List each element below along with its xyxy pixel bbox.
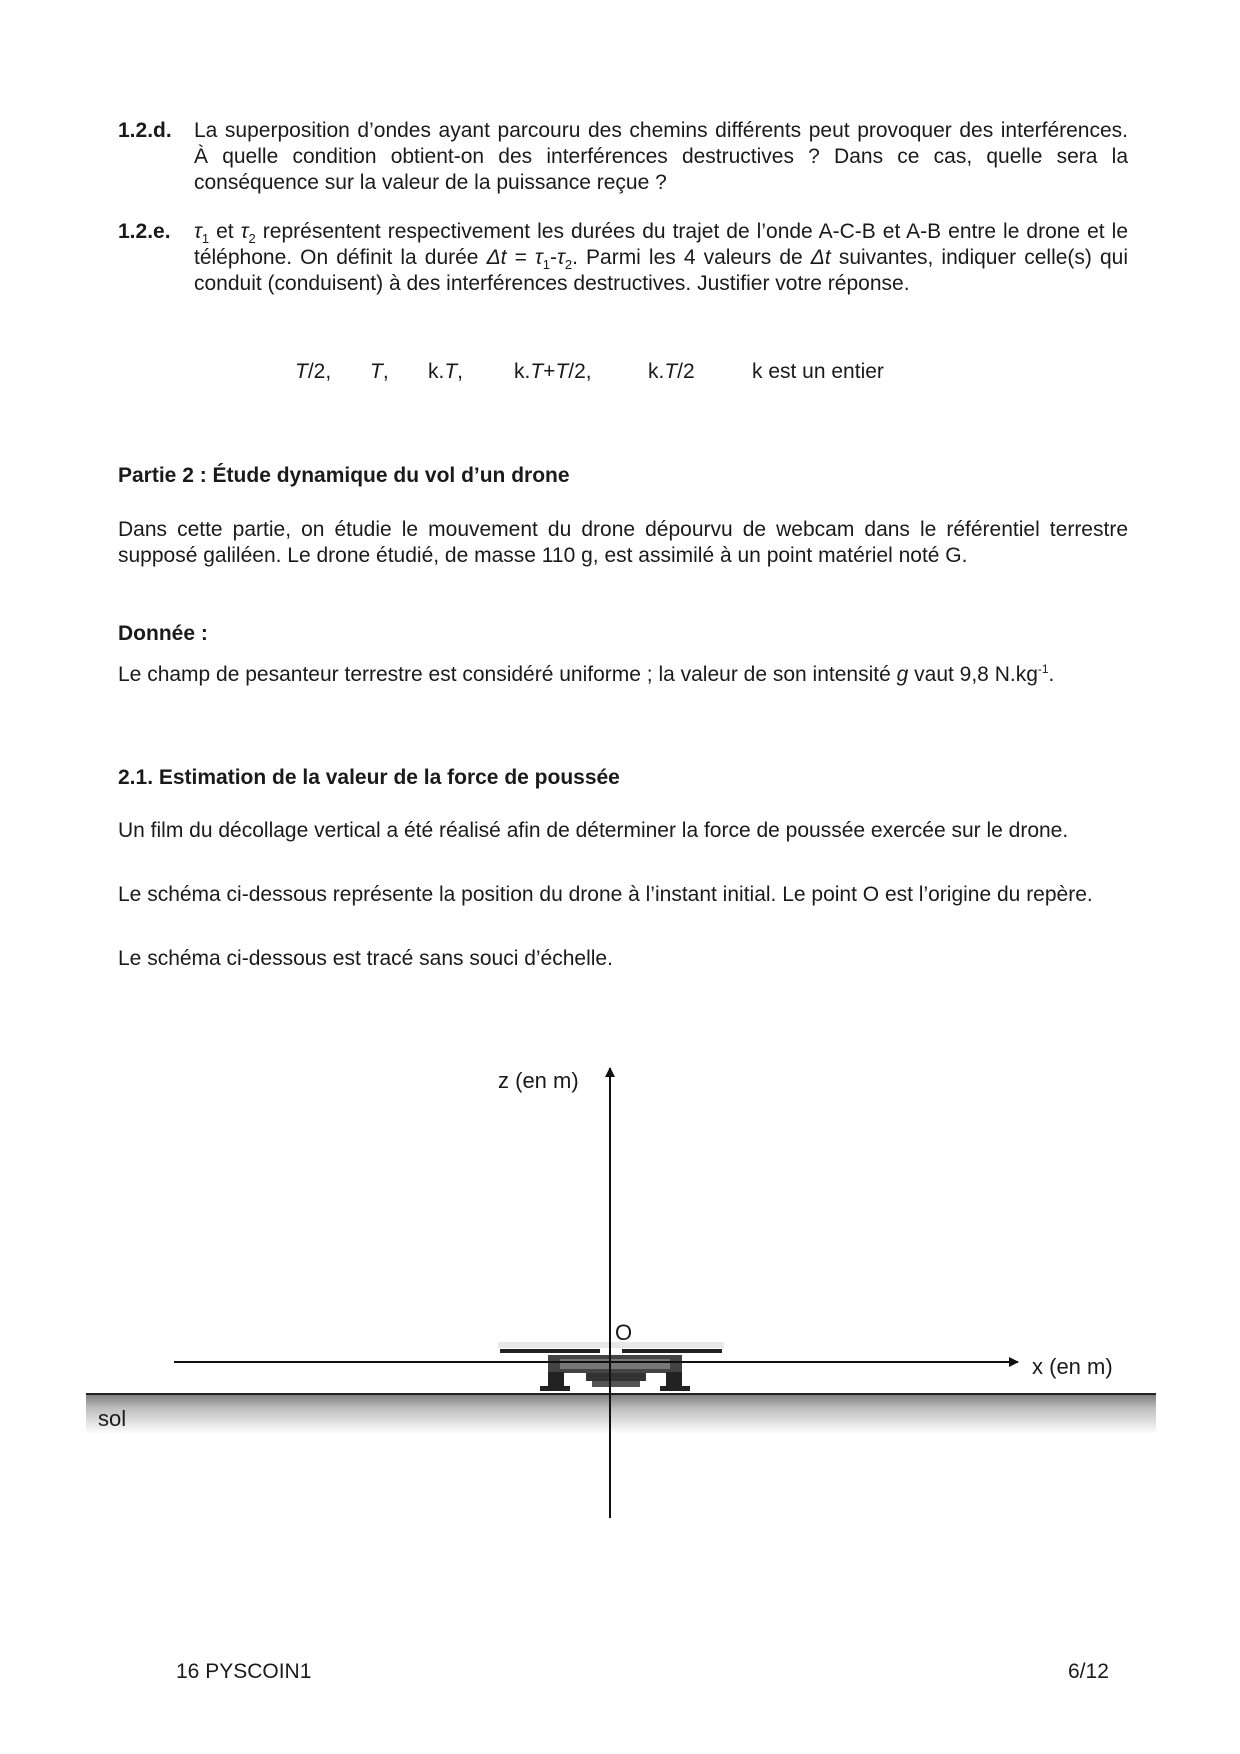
donnee-title: Donnée : xyxy=(118,622,208,645)
option-note: k est un entier xyxy=(752,360,884,383)
option-t-half: T/2, xyxy=(295,360,332,383)
ground-shading xyxy=(86,1394,1156,1434)
z-axis-label: z (en m) xyxy=(498,1068,579,1093)
section-2-1-paragraph: Le schéma ci-dessous est tracé sans souci d’échelle. xyxy=(118,947,613,970)
option-kt: k.T, xyxy=(428,360,464,383)
x-axis-label: x (en m) xyxy=(1032,1354,1113,1379)
section-2-1-paragraph: Un film du décollage vertical a été réalisé afin de déterminer la force de poussée exercée sur le drone. xyxy=(118,819,1069,842)
origin-label: O xyxy=(615,1320,633,1345)
option-kt-half: k.T/2 xyxy=(648,360,695,383)
question-number: 1.2.e. xyxy=(118,220,171,243)
section-2-1-title: 2.1. Estimation de la valeur de la force de poussée xyxy=(118,766,620,789)
ground-label: sol xyxy=(98,1406,127,1431)
section-2-1-paragraph: Le schéma ci-dessous représente la position du drone à l’instant initial. Le point O est l’origine du repère. xyxy=(118,883,1093,906)
option-kt-plus-t-half: k.T+T/2, xyxy=(514,360,592,383)
question-text: $\tau_1$ et $\tau_2$ représentent respectivement les durées du trajet de l’onde A-C-B et A-B entre le drone et le téléphone. On définit la durée $\Delta t = \tau_1-\tau_2$. Parmi les 4 valeurs de Δt suivantes, indiquer celle(s) qui conduit (conduisent) à des interférences destructives. Justifier votre réponse. xyxy=(194,220,1129,295)
part-2-title: Partie 2 : Étude dynamique du vol d’un drone xyxy=(118,464,570,487)
donnee-text: Le champ de pesanteur terrestre est considéré uniforme ; la valeur de son intensité g vaut 9,8 $N.kg^{-1}$. xyxy=(118,662,1055,686)
footer-page-number: 6/12 xyxy=(1068,1660,1109,1683)
question-number: 1.2.d. xyxy=(118,119,172,142)
question-text: La superposition d’ondes ayant parcouru des chemins différents peut provoquer des interférences. À quelle condition obtient-on des interférences destructives ? Dans ce cas, quelle sera la conséquence sur la valeur de la puissance reçue ? xyxy=(194,119,1128,194)
part-2-intro: Dans cette partie, on étudie le mouvement du drone dépourvu de webcam dans le référentiel terrestre supposé galiléen. Le drone étudié, de masse 110 g, est assimilé à un point matériel noté G. xyxy=(118,518,1128,567)
footer-exam-code: 16 PYSCOIN1 xyxy=(176,1660,312,1683)
option-t: T, xyxy=(370,360,389,383)
